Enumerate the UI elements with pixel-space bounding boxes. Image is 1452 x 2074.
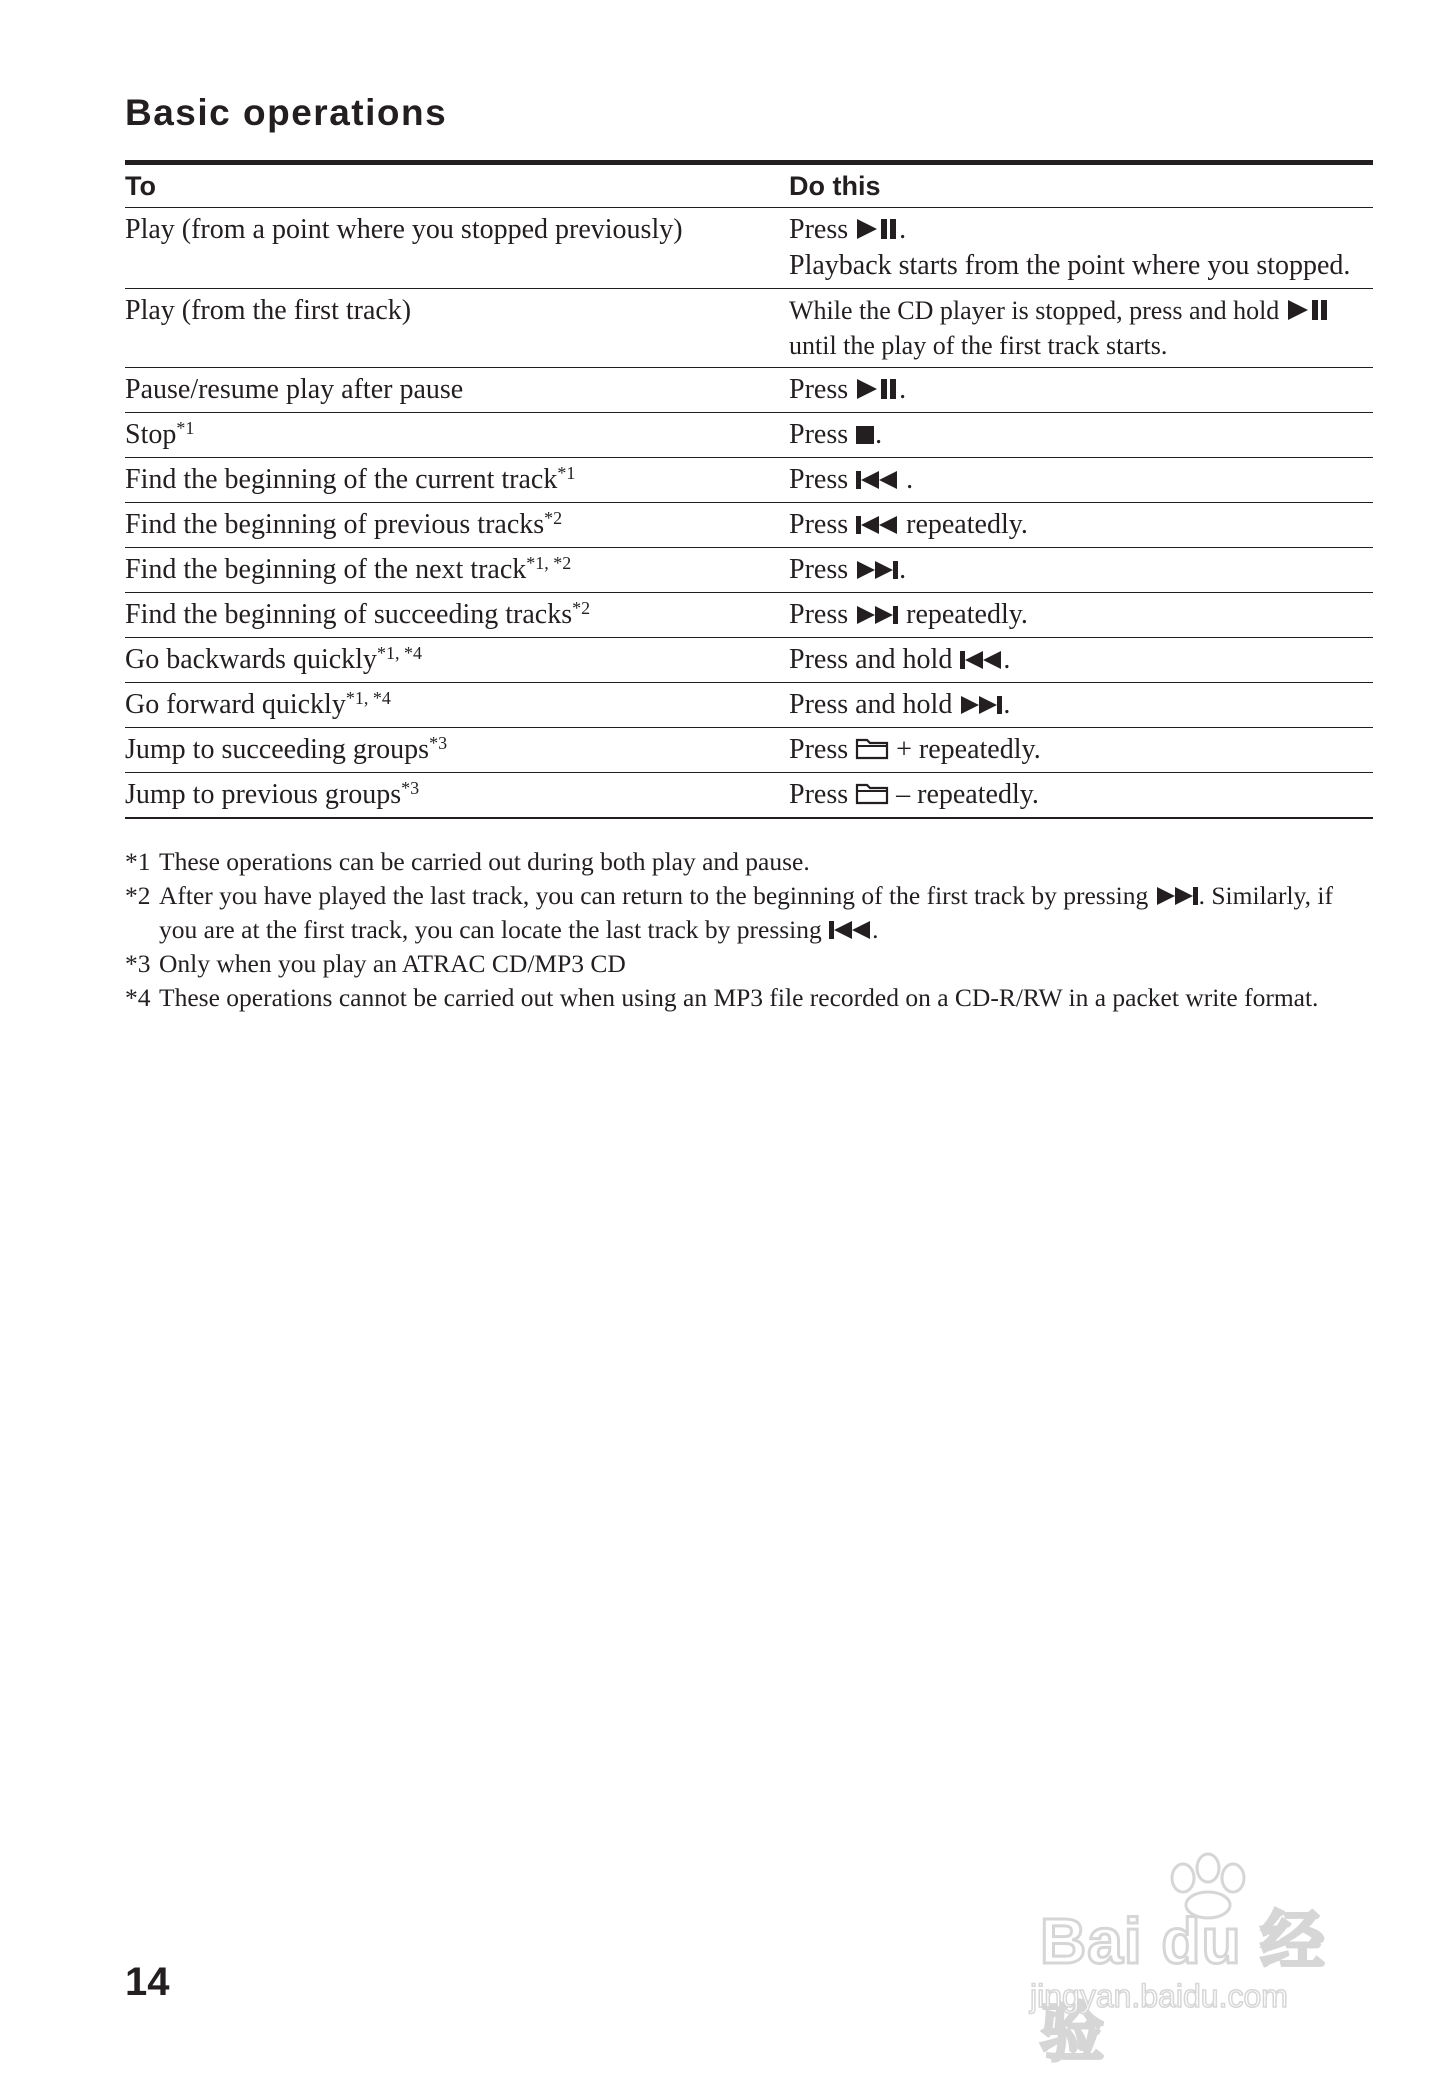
action-text: . bbox=[899, 464, 914, 495]
footnote-ref: *1 bbox=[557, 463, 576, 483]
action-text: Press bbox=[789, 464, 856, 495]
operation-cell bbox=[125, 728, 789, 773]
footnote-text: Only when you play an ATRAC CD/MP3 CD bbox=[159, 949, 626, 978]
action-cell bbox=[789, 773, 1373, 819]
footnote-mark: *1 bbox=[125, 847, 151, 876]
operation-cell bbox=[125, 413, 789, 458]
footnote-3 bbox=[125, 947, 1375, 981]
action-cell bbox=[789, 548, 1373, 593]
table-row bbox=[125, 638, 1373, 683]
table-header-row bbox=[125, 163, 1373, 208]
operation-text: Play (from the first track) bbox=[125, 295, 412, 326]
action-text: Press bbox=[789, 734, 856, 765]
previous-track-icon bbox=[959, 644, 1003, 675]
table-row bbox=[125, 208, 1373, 289]
footnote-ref: *2 bbox=[572, 598, 591, 618]
previous-track-icon bbox=[855, 464, 899, 495]
folder-icon bbox=[855, 734, 889, 765]
footnote-mark: *4 bbox=[125, 983, 151, 1012]
operation-text: Stop bbox=[125, 419, 177, 450]
action-text: Press bbox=[789, 509, 856, 540]
operation-cell bbox=[125, 773, 789, 819]
previous-track-icon bbox=[828, 915, 872, 944]
footnote-ref: *3 bbox=[401, 778, 420, 798]
action-cell bbox=[789, 683, 1373, 728]
table-row bbox=[125, 773, 1373, 819]
footnote-text-pre: After you have played the last track, you can return to the beginning of the first track by pressing bbox=[159, 881, 1155, 910]
page-title: Basic operations bbox=[125, 92, 448, 133]
watermark-url: jingyan.baidu.com bbox=[1030, 1978, 1288, 2014]
action-text: Press bbox=[789, 419, 856, 450]
action-text: Press and hold bbox=[789, 689, 960, 720]
next-track-icon bbox=[855, 599, 899, 630]
action-text: . bbox=[899, 374, 907, 405]
operation-text: Find the beginning of the current track bbox=[125, 464, 558, 495]
folder-icon bbox=[855, 779, 889, 810]
footnote-text-mid: . Similarly, if you are at the first track, you can locate the last track by pressing bbox=[159, 881, 1333, 944]
action-cell bbox=[789, 728, 1373, 773]
operation-cell bbox=[125, 593, 789, 638]
action-cell bbox=[789, 413, 1373, 458]
table-row bbox=[125, 683, 1373, 728]
action-text: Press bbox=[789, 374, 856, 405]
footnote-ref: *1 bbox=[176, 418, 195, 438]
operation-cell bbox=[125, 289, 789, 368]
operation-text: Find the beginning of previous tracks bbox=[125, 509, 545, 540]
action-text: until the play of the first track starts. bbox=[789, 331, 1168, 360]
next-track-icon bbox=[1155, 881, 1199, 910]
table-row bbox=[125, 728, 1373, 773]
action-cell bbox=[789, 503, 1373, 548]
play-pause-icon bbox=[855, 214, 899, 245]
operation-cell bbox=[125, 503, 789, 548]
footnote-ref: *3 bbox=[429, 733, 448, 753]
footnote-text-post: . bbox=[872, 915, 879, 944]
action-cell bbox=[789, 458, 1373, 503]
operation-text: Play (from a point where you stopped previously) bbox=[125, 214, 683, 245]
action-cell bbox=[789, 289, 1373, 368]
operation-cell bbox=[125, 368, 789, 413]
action-text: . bbox=[899, 214, 907, 245]
operation-text: Find the beginning of succeeding tracks bbox=[125, 599, 573, 630]
operation-text: Go backwards quickly bbox=[125, 644, 377, 675]
action-cell bbox=[789, 638, 1373, 683]
table-row bbox=[125, 413, 1373, 458]
action-cell bbox=[789, 208, 1373, 289]
action-text: – repeatedly. bbox=[889, 779, 1039, 810]
footnotes bbox=[125, 845, 1375, 1015]
action-text: Press and hold bbox=[789, 644, 960, 675]
operation-cell bbox=[125, 458, 789, 503]
action-cell bbox=[789, 593, 1373, 638]
operation-cell bbox=[125, 208, 789, 289]
previous-track-icon bbox=[855, 509, 899, 540]
operation-text: Jump to previous groups bbox=[125, 779, 402, 810]
footnote-2 bbox=[125, 879, 1375, 947]
footnote-mark: *2 bbox=[125, 881, 151, 910]
footnote-1 bbox=[125, 845, 1375, 879]
watermark-brand: Bai du 经验 bbox=[1040, 1905, 1326, 2069]
table-row bbox=[125, 548, 1373, 593]
table-row bbox=[125, 503, 1373, 548]
operation-text: Jump to succeeding groups bbox=[125, 734, 430, 765]
page-number: 14 bbox=[125, 1960, 170, 2004]
action-text: Press bbox=[789, 554, 856, 585]
action-text: repeatedly. bbox=[899, 509, 1028, 540]
action-text: . bbox=[899, 554, 907, 585]
baidu-watermark bbox=[1030, 1850, 1370, 2069]
operation-cell bbox=[125, 683, 789, 728]
action-text: Press bbox=[789, 599, 856, 630]
footnote-mark: *3 bbox=[125, 949, 151, 978]
footnote-text: These operations can be carried out during both play and pause. bbox=[159, 847, 810, 876]
action-text: Press bbox=[789, 779, 856, 810]
operation-text: Go forward quickly bbox=[125, 689, 346, 720]
footnote-ref: *2 bbox=[544, 508, 563, 528]
play-pause-icon bbox=[1286, 296, 1330, 325]
footnote-4 bbox=[125, 981, 1375, 1015]
action-text: repeatedly. bbox=[899, 599, 1028, 630]
action-text: . bbox=[875, 419, 883, 450]
table-row bbox=[125, 368, 1373, 413]
action-note: Playback starts from the point where you stopped. bbox=[789, 250, 1351, 281]
header-to: To bbox=[125, 163, 789, 208]
play-pause-icon bbox=[855, 374, 899, 405]
action-text: Press bbox=[789, 214, 856, 245]
action-cell bbox=[789, 368, 1373, 413]
table-row bbox=[125, 458, 1373, 503]
footnote-ref: *1, *4 bbox=[376, 643, 422, 663]
footnote-ref: *1, *2 bbox=[526, 553, 572, 573]
action-text: . bbox=[1003, 644, 1011, 675]
footnote-text: These operations cannot be carried out when using an MP3 file recorded on a CD-R/RW in a packet write format. bbox=[159, 983, 1319, 1012]
operations-table bbox=[125, 160, 1373, 819]
operation-text: Pause/resume play after pause bbox=[125, 374, 464, 405]
table-row bbox=[125, 289, 1373, 368]
footnote-ref: *1, *4 bbox=[345, 688, 391, 708]
action-text: . bbox=[1003, 689, 1011, 720]
operation-cell bbox=[125, 548, 789, 593]
stop-icon bbox=[855, 419, 875, 450]
table-row bbox=[125, 593, 1373, 638]
operation-text: Find the beginning of the next track bbox=[125, 554, 527, 585]
next-track-icon bbox=[959, 689, 1003, 720]
next-track-icon bbox=[855, 554, 899, 585]
header-do-this: Do this bbox=[789, 163, 1373, 208]
action-text: While the CD player is stopped, press and hold bbox=[789, 296, 1286, 325]
action-text: + repeatedly. bbox=[889, 734, 1041, 765]
operation-cell bbox=[125, 638, 789, 683]
